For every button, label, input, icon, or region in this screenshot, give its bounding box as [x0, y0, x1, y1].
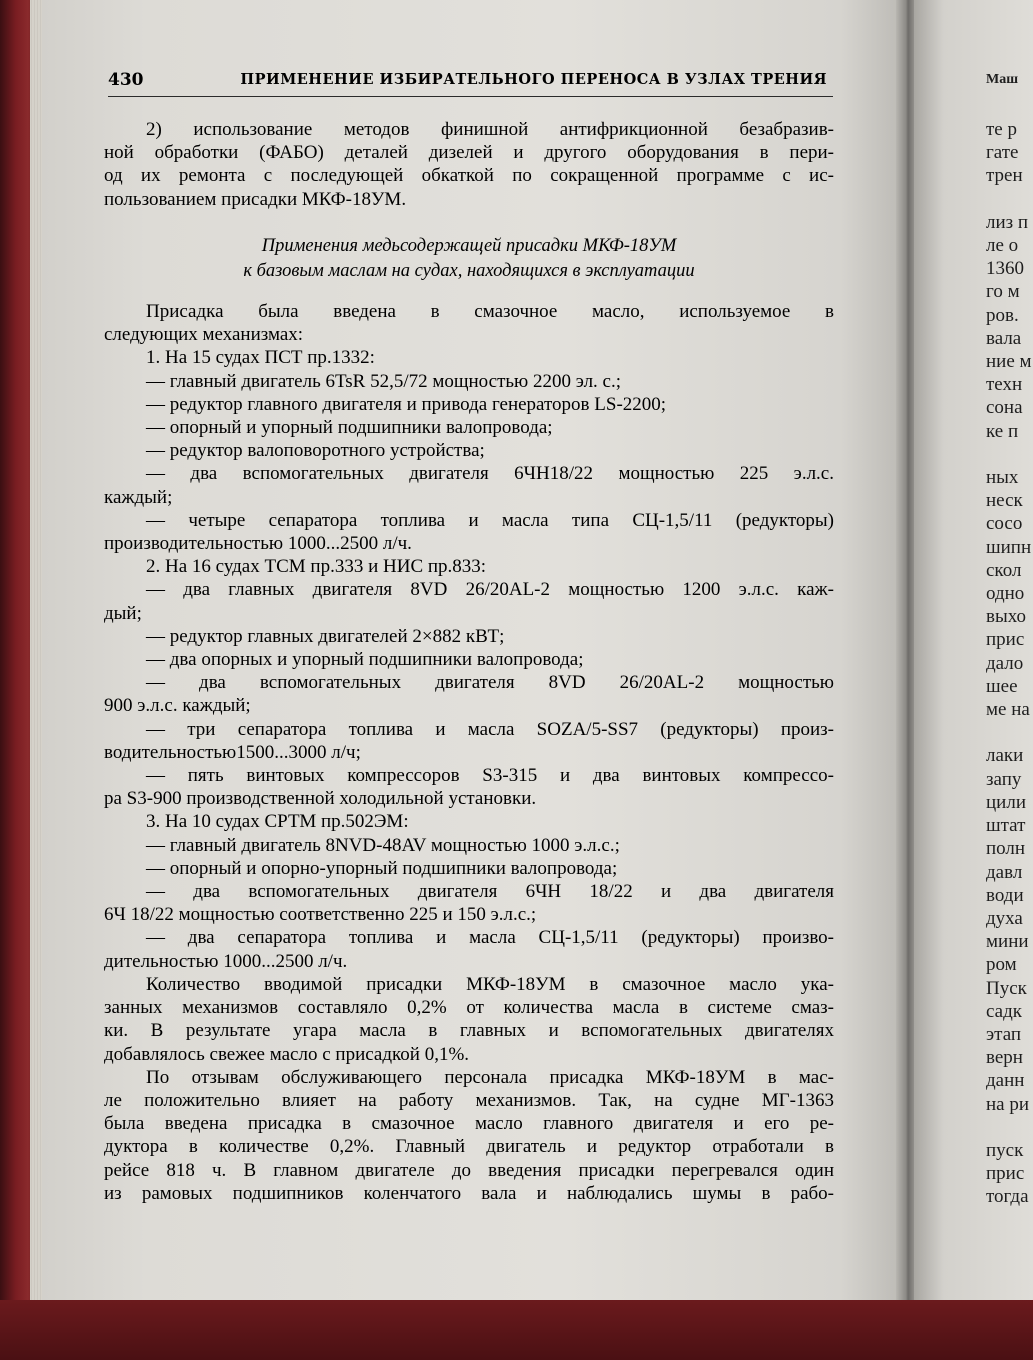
right-page-line — [986, 721, 1033, 744]
text-line: водительностью1500...3000 л/ч; — [104, 741, 361, 763]
page-number: 430 — [108, 70, 144, 90]
right-page-line: шее — [986, 675, 1018, 697]
text-line: — редуктор валоповоротного устройства; — [146, 440, 485, 462]
right-page-line — [986, 1116, 1033, 1139]
right-page-line: на ри — [986, 1093, 1030, 1115]
right-page-line: ке п — [986, 420, 1019, 442]
text-line: — два опорных и упорный подшипники валопровода; — [146, 649, 584, 671]
main-text — [104, 300, 834, 1205]
right-page-text — [986, 118, 1033, 1209]
text-line: была введена присадка в смазочное масло главного двигателя и его ре- — [104, 1113, 834, 1135]
right-page-line: одно — [986, 583, 1025, 605]
right-page-line: неск — [986, 490, 1023, 512]
book-cover-bottom — [0, 1300, 1033, 1360]
right-page-line — [986, 443, 1033, 466]
text-line: занных механизмов составляло 0,2% от количества масла в системе смаз- — [104, 997, 834, 1019]
right-page-line: сона — [986, 397, 1023, 419]
text-line: добавлялось свежее масло с присадкой 0,1%. — [104, 1043, 470, 1065]
right-page — [914, 0, 1033, 1318]
right-page-line: выхо — [986, 606, 1027, 628]
text-line: — два сепаратора топлива и масла СЦ-1,5/11 (редукторы) произво- — [146, 927, 834, 949]
text-line: следующих механизмах: — [104, 324, 304, 346]
right-page-line: штат — [986, 815, 1026, 837]
text-line: — главный двигатель 6TsR 52,5/72 мощностью 2200 эл. с.; — [146, 370, 622, 392]
text-line: ра S3-900 производственной холодильной установки. — [104, 788, 537, 810]
right-page-line: полн — [986, 838, 1026, 860]
right-page-line: го м — [986, 281, 1020, 303]
text-line: дуктора в количестве 0,2%. Главный двигатель и редуктор отработали в — [104, 1136, 834, 1158]
right-page-line: шипн — [986, 536, 1032, 558]
text-line: — редуктор главного двигателя и привода генераторов LS-2200; — [146, 393, 667, 415]
text-line: ки. В результате угара масла в главных и вспомогательных двигателях — [104, 1020, 834, 1042]
text-line: из рамовых подшипников коленчатого вала и наблюдались шумы в рабо- — [104, 1182, 834, 1204]
text-line: — два вспомогательных двигателя 6ЧН18/22 мощностью 225 э.л.с. — [146, 463, 834, 485]
right-page-line: дало — [986, 652, 1024, 674]
text-line: По отзывам обслуживающего персонала присадка МКФ-18УМ в мас- — [146, 1066, 834, 1088]
right-page-line: ров. — [986, 304, 1019, 326]
text-line: — четыре сепаратора топлива и масла типа СЦ-1,5/11 (редукторы) — [146, 509, 834, 531]
right-page-line: ме на — [986, 699, 1030, 721]
text-line: — два вспомогательных двигателя 6ЧН 18/22 и два двигателя — [146, 881, 834, 903]
text-line: рейсе 818 ч. В главном двигателе до введения присадки перегревался один — [104, 1159, 834, 1181]
right-page-line: 1360 — [986, 258, 1024, 280]
right-page-line: скол — [986, 559, 1022, 581]
right-page-line: давл — [986, 861, 1023, 883]
right-page-line: техн — [986, 374, 1023, 396]
right-page-line: этап — [986, 1023, 1022, 1045]
right-page-line: трен — [986, 165, 1023, 187]
right-page-line: гате — [986, 142, 1019, 164]
right-page-line: запу — [986, 768, 1022, 790]
right-page-line: те р — [986, 119, 1017, 140]
right-page-line: пуск — [986, 1139, 1024, 1161]
text-line: Присадка была введена в смазочное масло, используемое в — [146, 301, 834, 322]
text-line: — редуктор главных двигателей 2×882 кВТ; — [146, 625, 505, 647]
text-line: Количество вводимой присадки МКФ-18УМ в смазочное масло ука- — [146, 973, 834, 995]
right-page-line: води — [986, 884, 1024, 906]
right-page-header: Маш — [986, 72, 1019, 87]
text-line: — два вспомогательных двигателя 8VD 26/20AL-2 мощностью — [146, 672, 834, 694]
text-line: дительностью 1000...2500 л/ч. — [104, 950, 348, 972]
right-page-line: прис — [986, 1163, 1025, 1185]
text-line: — опорный и упорный подшипники валопровода; — [146, 417, 553, 439]
right-page-line: ле о — [986, 235, 1019, 257]
running-header — [108, 66, 833, 97]
right-page-line: ние м — [986, 351, 1032, 373]
text-line: пользованием присадки МКФ-18УМ. — [104, 188, 407, 210]
right-page-line: садк — [986, 1000, 1022, 1022]
right-page-line: лаки — [986, 745, 1024, 767]
right-page-line: лиз п — [986, 211, 1029, 233]
right-page-line: сосо — [986, 513, 1023, 535]
text-line: — пять винтовых компрессоров S3-315 и два винтовых компрессо- — [146, 765, 834, 787]
text-line: 2. На 16 судах ТСМ пр.333 и НИС пр.833: — [146, 556, 487, 578]
right-page-line: верн — [986, 1047, 1023, 1069]
text-line: 3. На 10 судах СРТМ пр.502ЭМ: — [146, 811, 409, 833]
subtitle-line-2: к базовым маслам на судах, находящихся в эксплуатации — [243, 261, 695, 281]
right-page-line: Пуск — [986, 977, 1027, 999]
text-line: 1. На 15 судах ПСТ пр.1332: — [146, 347, 375, 369]
text-line: од их ремонта с последующей обкаткой по сокращенной программе с ис- — [104, 165, 834, 187]
text-line: дый; — [104, 602, 142, 624]
right-page-line: вала — [986, 327, 1022, 349]
text-line: — три сепаратора топлива и масла SOZA/5-SS7 (редукторы) произ- — [146, 718, 834, 740]
text-line: ной обработки (ФАБО) деталей дизелей и другого оборудования в пери- — [104, 142, 834, 164]
text-line: — опорный и опорно-упорный подшипники валопровода; — [146, 857, 618, 879]
intro-paragraph — [104, 118, 834, 211]
right-page-line: прис — [986, 629, 1025, 651]
right-page-line: тогда — [986, 1186, 1029, 1208]
text-line: 2) использование методов финишной антифрикционной безабразив- — [146, 119, 834, 140]
right-page-line: ных — [986, 467, 1019, 489]
right-page-line: духа — [986, 907, 1023, 929]
right-page-line: данн — [986, 1070, 1025, 1092]
text-line: производительностью 1000...2500 л/ч. — [104, 533, 412, 555]
text-line: ле положительно влияет на работу механизмов. Так, на судне МГ-1363 — [104, 1089, 834, 1111]
right-page-line — [986, 188, 1033, 211]
right-page-line: цили — [986, 791, 1026, 813]
running-title: ПРИМЕНЕНИЕ ИЗБИРАТЕЛЬНОГО ПЕРЕНОСА В УЗЛАХ ТРЕНИЯ — [240, 71, 827, 88]
text-line: 6Ч 18/22 мощностью соответственно 225 и 150 э.л.с.; — [104, 904, 537, 926]
section-subtitle — [104, 234, 834, 284]
text-line: — главный двигатель 8NVD-48AV мощностью 1000 э.л.с.; — [146, 834, 620, 856]
right-page-line: ром — [986, 954, 1017, 976]
subtitle-line-1: Применения медьсодержащей присадки МКФ-18УМ — [261, 236, 677, 256]
text-line: 900 э.л.с. каждый; — [104, 695, 251, 717]
right-page-line: мини — [986, 931, 1029, 953]
text-line: — два главных двигателя 8VD 26/20AL-2 мощностью 1200 э.л.с. каж- — [146, 579, 834, 601]
text-line: каждый; — [104, 486, 173, 508]
